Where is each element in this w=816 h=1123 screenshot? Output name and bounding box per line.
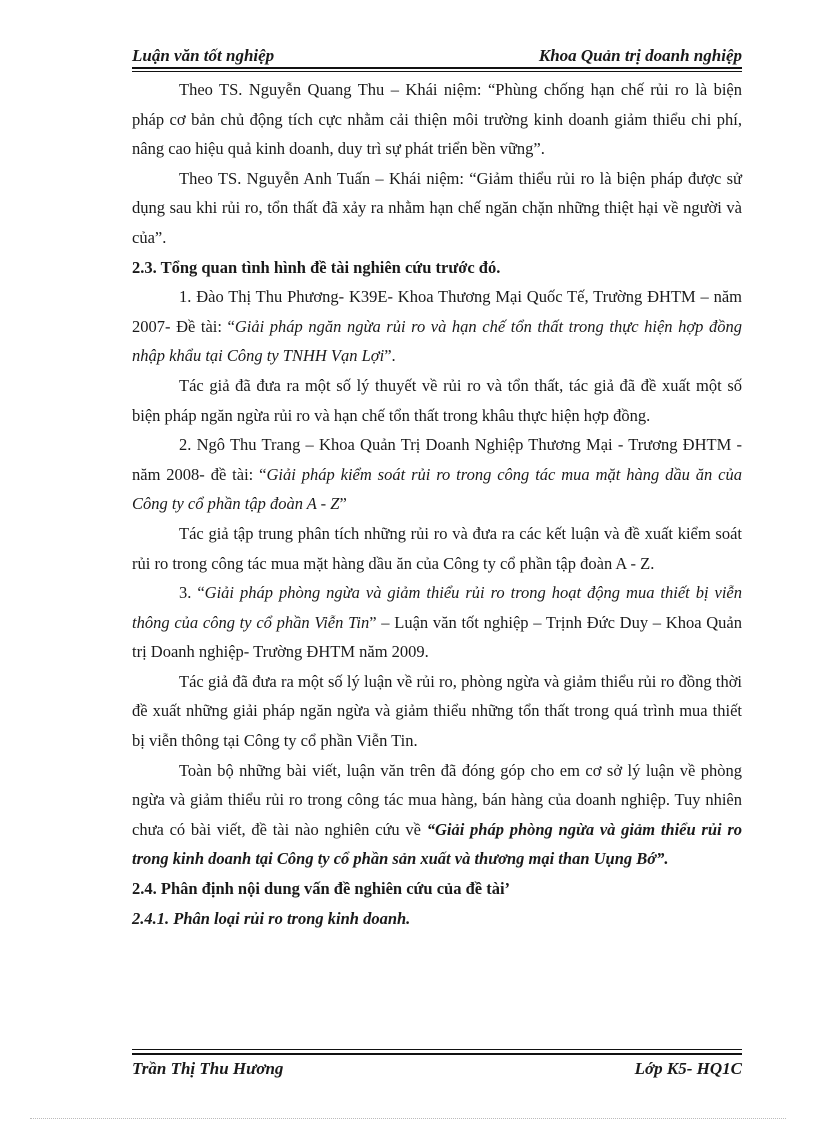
- header-thesis-label: Luận văn tốt nghiệp: [132, 46, 275, 65]
- study-1-intro: 1. Đào Thị Thu Phương- K39E- Khoa Thương Mại Quốc Tế, Trường ĐHTM – năm 2007- Đề tài: “: [132, 287, 742, 336]
- paragraph-study-1: [132, 282, 742, 371]
- study-1-close: ”.: [384, 346, 396, 366]
- paragraph-conclusion: [132, 756, 742, 874]
- paragraph-definition-quang-thu: Theo TS. Nguyễn Quang Thu – Khái niệm: “Phùng chống hạn chế rủi ro là biện pháp cơ bản chủ động tích cực nhằm cải thiện môi trường kinh doanh giảm thiểu chi phí, nâng cao hiệu quả kinh doanh, duy trì sự phát triển bền vững”.: [132, 80, 742, 159]
- study-3-title: Giải pháp phòng ngừa và giảm thiểu rủi ro trong hoạt động mua thiết bị viễn thông của công ty cổ phần Viễn Tin: [132, 583, 742, 632]
- header-rule-thick: [132, 67, 742, 69]
- header-faculty-label: Khoa Quản trị doanh nghiệp: [538, 46, 742, 65]
- footer-rule-thin: [132, 1049, 742, 1050]
- footer-class-label: Lớp K5- HQ1C: [634, 1059, 742, 1078]
- section-heading-2-3: 2.3. Tổng quan tình hình đề tài nghiên cứu trước đó.: [132, 257, 501, 277]
- footer-rule-thick: [132, 1053, 742, 1055]
- paragraph-study-2: [132, 430, 742, 519]
- section-heading-2-4-1: 2.4.1. Phân loại rủi ro trong kinh doanh.: [132, 908, 411, 928]
- paragraph-study-3-summary: Tác giả đã đưa ra một số lý luận về rủi ro, phòng ngừa và giảm thiểu rủi ro đồng thời đề xuất những giải pháp ngăn ngừa và giảm thiểu những tổn thất trong quá trình mua thiết bị viễn thông tại Công ty cổ phần Viễn Tin.: [132, 671, 742, 751]
- footer-author-label: Trần Thị Thu Hương: [132, 1059, 284, 1078]
- document-body: [132, 75, 742, 933]
- paragraph-definition-anh-tuan: Theo TS. Nguyễn Anh Tuấn – Khái niệm: “Giảm thiểu rủi ro là biện pháp được sử dụng sau khi rủi ro, tổn thất đã xảy ra nhằm hạn chế ngăn chặn những thiệt hại về người và của”.: [132, 168, 742, 247]
- study-1-title: Giải pháp ngăn ngừa rủi ro và hạn chế tổn thất trong thực hiện hợp đồng nhập khẩu tại Công ty TNHH Vạn Lợi: [132, 316, 742, 366]
- study-3-intro: 3. “: [179, 583, 205, 603]
- page-header: [132, 44, 742, 68]
- paragraph-study-2-summary: Tác giả tập trung phân tích những rủi ro và đưa ra các kết luận và đề xuất kiểm soát rủi ro trong công tác mua mặt hàng dầu ăn của Công ty cổ phần tập đoàn A - Z.: [132, 523, 742, 573]
- conclusion-topic-title: “Giải pháp phòng ngừa và giảm thiểu rủi ro trong kinh doanh tại Công ty cổ phần sản xuất và thương mại than Uụng Bớ”.: [132, 819, 742, 869]
- page-edge-divider: [30, 1118, 786, 1119]
- header-rule-thin: [132, 71, 742, 72]
- section-heading-2-4: 2.4. Phân định nội dung vấn đề nghiên cứu của đề tài’: [132, 879, 511, 899]
- study-2-intro: 2. Ngô Thu Trang – Khoa Quản Trị Doanh Nghiệp Thương Mại - Trương ĐHTM - năm 2008- đề tài: “: [132, 435, 742, 484]
- study-2-title: Giải pháp kiểm soát rủi ro trong công tác mua mặt hàng dầu ăn của Công ty cổ phần tập đoàn A - Z: [132, 464, 742, 514]
- conclusion-text: Toàn bộ những bài viết, luận văn trên đã đóng góp cho em cơ sở lý luận về phòng ngừa và giảm thiểu rủi ro trong công tác mua hàng, bán hàng của doanh nghiệp. Tuy nhiên chưa có bài viết, đề tài nào nghiên cứu về: [132, 760, 742, 839]
- study-3-close: ” – Luận văn tốt nghiệp – Trịnh Đức Duy – Khoa Quản trị Doanh nghiệp- Trường ĐHTM năm 2009.: [132, 612, 743, 662]
- page-footer: [132, 1057, 742, 1081]
- study-2-close: ”: [339, 494, 347, 514]
- paragraph-study-1-summary: Tác giả đã đưa ra một số lý thuyết về rủi ro và tổn thất, tác giả đã đề xuất một số biện pháp ngăn ngừa rủi ro và hạn chế tổn thất trong khâu thực hiện hợp đồng.: [132, 375, 742, 425]
- paragraph-study-3: [132, 578, 742, 667]
